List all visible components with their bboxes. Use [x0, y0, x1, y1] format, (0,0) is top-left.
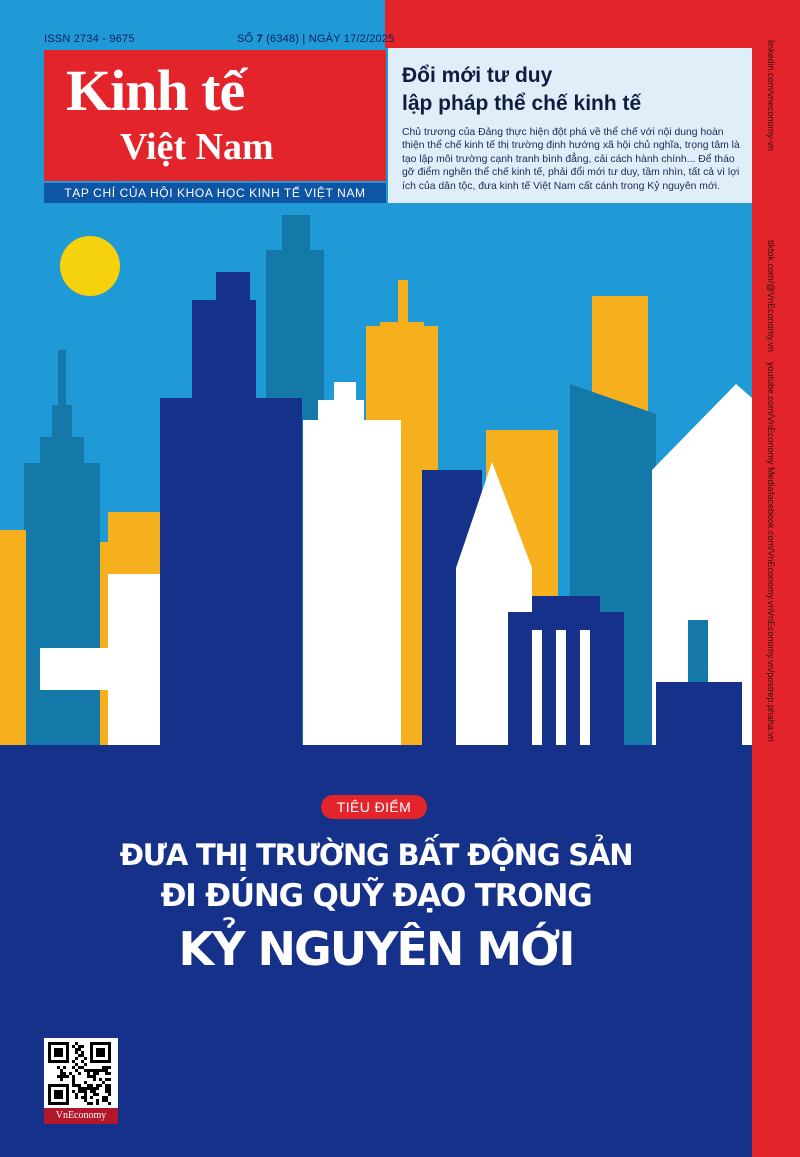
building	[0, 530, 26, 745]
logo-title: Kinh tế	[66, 58, 245, 123]
building	[58, 350, 66, 407]
building	[40, 437, 84, 465]
tagline-text: TẠP CHÍ CỦA HỘI KHOA HỌC KINH TẾ VIỆT NAM	[64, 186, 366, 200]
qr-brand-label: VnEconomy	[44, 1108, 118, 1124]
building	[216, 272, 250, 302]
side-link-youtube[interactable]: youtube.com/VnEconomy Media	[766, 362, 776, 492]
building	[40, 648, 160, 690]
lead-title-line-1: Đổi mới tư duy	[402, 64, 553, 87]
building	[120, 690, 160, 745]
cover-headline-line-3[interactable]: KỶ NGUYÊN MỚI	[178, 922, 574, 976]
building	[282, 215, 310, 252]
sun-icon	[60, 236, 120, 296]
lead-story-box[interactable]	[388, 48, 752, 203]
building	[532, 596, 600, 614]
tagline-bar	[44, 181, 386, 203]
issue-date: (6348) | NGÀY 17/2/2025	[266, 33, 395, 45]
social-links-vertical	[766, 40, 777, 742]
building	[52, 405, 72, 439]
issue-prefix: SỐ	[237, 33, 254, 45]
building	[656, 682, 742, 745]
lead-title-line-2: lập pháp thể chế kinh tế	[402, 92, 642, 115]
side-link-linkedin[interactable]: linkedin.com/vneconomy-vn	[766, 40, 776, 152]
qr-code-block[interactable]	[44, 1038, 118, 1124]
side-link-facebook[interactable]: facebook.com/VnEconomy.vn	[766, 492, 776, 611]
qr-code-icon	[48, 1042, 114, 1106]
issue-number: 7	[256, 33, 263, 45]
building	[580, 630, 590, 745]
masthead-logo[interactable]	[44, 50, 386, 181]
building	[688, 620, 708, 682]
issn-number: ISSN 2734 - 9675	[44, 33, 135, 45]
building	[160, 398, 302, 745]
cover-headline-line-2[interactable]: ĐI ĐÚNG QUỸ ĐẠO TRONG	[160, 878, 592, 914]
building	[532, 630, 542, 745]
building	[398, 280, 408, 324]
building	[334, 382, 356, 402]
side-link-website[interactable]: VnEconomy.vn/postrep.phaha.vn	[766, 610, 776, 742]
building	[556, 630, 566, 745]
building	[24, 463, 100, 745]
side-link-tiktok[interactable]: tiktok.com/@VnEconomy.vn	[766, 240, 776, 353]
building	[303, 420, 401, 745]
lead-story-summary: Chủ trương của Đảng thực hiện đột phá về thể chế với nội dung hoàn thiện thể chế kinh tế thị trường định hướng xã hội chủ nghĩa, trọng tâm là tạo lập môi trường cạnh tranh bình đẳng, cải cách hành chính... Để tháo gỡ điểm nghẽn thể chế kinh tế, phải đổi mới tư duy, tầm nhìn, tất cả vì lợi ích của dân tộc, đưa kinh tế Việt Nam cất cánh trong Kỷ nguyên mới.	[402, 127, 740, 192]
building	[318, 400, 364, 422]
lead-story-title	[402, 62, 742, 118]
logo-subtitle: Việt Nam	[120, 126, 274, 168]
issue-info	[237, 33, 395, 45]
cover-headline-line-1[interactable]: ĐƯA THỊ TRƯỜNG BẤT ĐỘNG SẢN	[119, 838, 633, 872]
focus-badge: TIÊU ĐIỂM	[321, 795, 427, 819]
